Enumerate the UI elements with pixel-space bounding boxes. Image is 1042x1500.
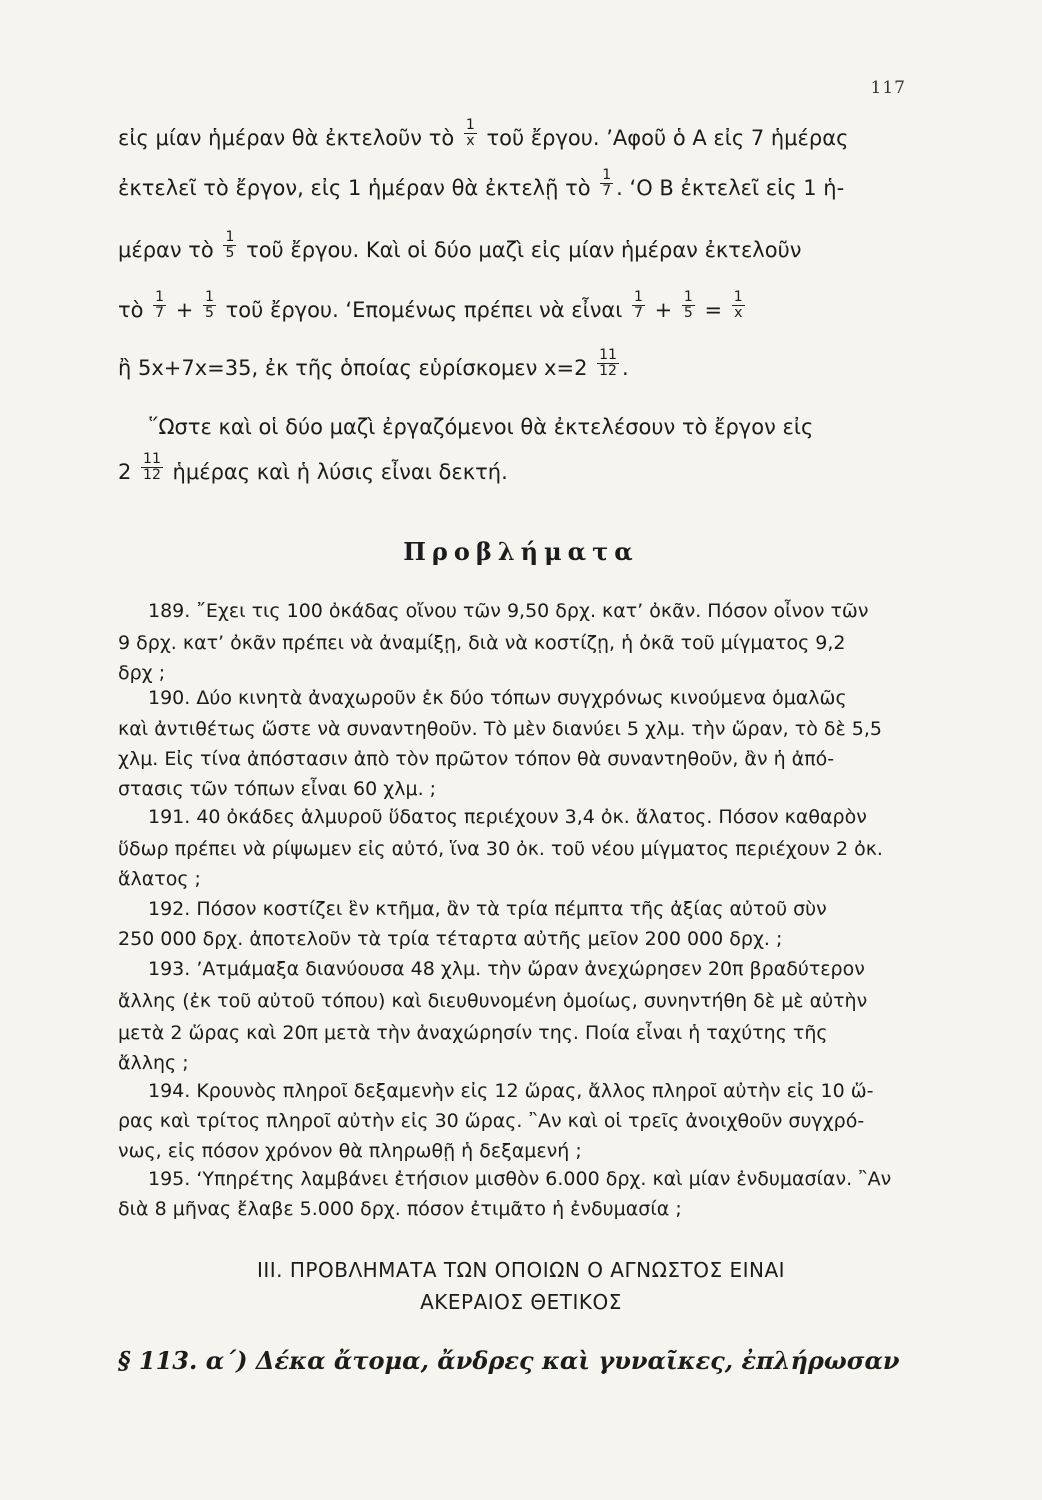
fraction-denominator: 7 [634,305,643,321]
text-line [118,117,904,153]
fraction-denominator: 5 [225,245,235,261]
problem-line: δρχ ; [118,662,166,684]
text-segment: τοῦ ἔργου. ’Αφοῦ ὁ Α εἰς 7 ἡμέρας [479,125,849,150]
section-subtitle: ΑΚΕΡΑΙΟΣ ΘΕΤΙΚΟΣ [420,1290,622,1314]
problem-line: 250 000 δρχ. ἀποτελοῦν τὰ τρία τέταρτα αὐτῆς μεῖον 200 000 δρχ. ; [118,928,783,950]
problem-line: μετὰ 2 ὥρας καὶ 20π μετὰ τὴν ἀναχώρησίν της. Ποία εἶναι ἡ ταχύτης τῆς [118,1022,828,1044]
fraction-numerator: 11 [599,347,617,363]
text-line [118,347,904,383]
fraction-denominator: 7 [155,305,165,321]
problem-line: στασις τῶν τόπων εἶναι 60 χλμ. ; [118,778,437,800]
section-title: ΙΙΙ. ΠΡΟΒΛΗΜΑΤΑ ΤΩΝ ΟΠΟΙΩΝ Ο ΑΓΝΩΣΤΟΣ ΕΙΝΑΙ [256,1258,786,1282]
fraction-denominator: 7 [602,183,612,199]
text-segment: τὸ [118,297,151,322]
text-segment: τοῦ ἔργου. ‘Επομένως πρέπει νὰ εἶναι [218,297,630,322]
problem-line: χλμ. Εἰς τίνα ἀπόστασιν ἀπὸ τὸν πρῶτον τόπον θὰ συναντηθοῦν, ἂν ἡ ἀπό- [118,748,835,770]
text-segment: εἰς μίαν ἡμέραν θὰ ἐκτελοῦν τὸ [118,125,461,150]
problem-line: νως, εἰς πόσον χρόνον θὰ πληρωθῇ ἡ δεξαμενή ; [118,1140,582,1162]
problems-heading: Προβλήματα [403,537,639,566]
fraction-denominator: 12 [143,467,161,483]
problem-line: καὶ ἀντιθέτως ὥστε νὰ συναντηθοῦν. Τὸ μὲν διανύει 5 χλμ. τὴν ὥραν, τὸ δὲ 5,5 [118,718,883,740]
fraction-denominator: x [734,305,743,321]
problem-line: ἄλλης (ἐκ τοῦ αὐτοῦ τόπου) καὶ διευθυνομένη ὁμοίως, συνηντήθη δὲ μὲ αὐτὴν [118,990,868,1012]
fraction-numerator: 1 [634,289,643,305]
fraction-numerator: 1 [155,289,165,305]
problem-line: 192. Πόσον κοστίζει ἓν κτῆμα, ἂν τὰ τρία πέμπτα τῆς ἀξίας αὐτοῦ σὺν [148,898,827,920]
problem-line: 189. ῎Εχει τις 100 ὀκάδας οἴνου τῶν 9,50 δρχ. κατ’ ὀκᾶν. Πόσον οἶνον τῶν [148,600,869,622]
fraction [597,348,619,379]
problem-line: διὰ 8 μῆνας ἔλαβε 5.000 δρχ. πόσον ἐτιμᾶτο ἡ ἐνδυμασία ; [118,1198,682,1220]
problem-line: ἅλατος ; [118,868,201,890]
fraction-denominator: 12 [599,363,617,379]
problem-line: 195. ‘Υπηρέτης λαμβάνει ἐτήσιον μισθὸν 6.000 δρχ. καὶ μίαν ἐνδυμασίαν. ῍Αν [148,1168,892,1190]
fraction [632,290,645,321]
text-line [118,289,904,325]
fraction-denominator: x [466,133,475,149]
fraction-numerator: 1 [602,167,612,183]
text-segment: . [621,355,629,380]
fraction-numerator: 1 [225,229,235,245]
fraction [682,290,695,321]
problem-line: 191. 40 ὀκάδες ἁλμυροῦ ὕδατος περιέχουν 3,4 ὀκ. ἅλατος. Πόσον καθαρὸν [148,806,867,828]
text-segment: ἐκτελεῖ τὸ ἔργον, εἰς 1 ἡμέραν θὰ ἐκτελῇ τὸ [118,175,598,200]
problem-line: ἄλλης ; [118,1052,189,1074]
fraction [153,290,166,321]
text-segment: ῞Ωστε καὶ οἱ δύο μαζὶ ἐργαζόμενοι θὰ ἐκτελέσουν τὸ ἔργον εἰς [148,415,814,439]
fraction [203,290,216,321]
fraction [732,290,745,321]
text-line [118,167,904,203]
fraction [600,168,613,199]
problem-line: 194. Κρουνὸς πληροῖ δεξαμενὴν εἰς 12 ὥρας, ἄλλος πληροῖ αὐτὴν εἰς 10 ὥ- [148,1080,874,1102]
text-segment: τοῦ ἔργου. Καὶ οἱ δύο μαζὶ εἰς μίαν ἡμέραν ἐκτελοῦν [239,237,802,262]
page-number: 117 [870,78,906,98]
equals-sign: = [697,297,729,322]
text-segment: μέραν τὸ [118,237,221,262]
fraction-numerator: 1 [733,289,743,305]
text-segment: ἡμέρας καὶ ἡ λύσις εἶναι δεκτή. [165,459,508,484]
problem-line: 193. ’Ατμάμαξα διανύουσα 48 χλμ. τὴν ὥραν ἀνεχώρησεν 20π βραδύτερον [148,958,865,980]
problem-line: ρας καὶ τρίτος πληροῖ αὐτὴν εἰς 30 ὥρας. ῍Αν καὶ οἱ τρεῖς ἀνοιχθοῦν συγχρό- [118,1110,865,1132]
plus-sign: + [169,297,201,322]
fraction-denominator: 5 [205,305,214,321]
fraction-numerator: 1 [465,117,475,133]
problem-line: 190. Δύο κινητὰ ἀναχωροῦν ἐκ δύο τόπων συγχρόνως κινούμενα ὁμαλῶς [148,687,847,709]
fraction [223,230,236,261]
problem-line: 9 δρχ. κατ’ ὀκᾶν πρέπει νὰ ἀναμίξῃ, διὰ νὰ κοστίζῃ, ἡ ὀκᾶ τοῦ μίγματος 9,2 [118,632,846,654]
fraction [464,118,477,149]
text-segment: ἢ 5x+7x=35, ἐκ τῆς ὁποίας εὑρίσκομεν x=2 [118,355,595,380]
plus-sign: + [647,297,679,322]
text-line [118,412,904,442]
fraction-numerator: 1 [683,289,693,305]
text-line [118,451,904,487]
section-113-line: § 113. α΄) Δέκα ἄτομα, ἄνδρες καὶ γυναῖκες, ἐπλήρωσαν [118,1346,900,1375]
text-segment: . ‘Ο Β ἐκτελεῖ εἰς 1 ἡ- [616,175,845,200]
fraction-numerator: 11 [143,451,161,467]
text-line [118,229,904,265]
fraction [141,452,163,483]
problem-line: ὕδωρ πρέπει νὰ ρίψωμεν εἰς αὐτό, ἵνα 30 ὀκ. τοῦ νέου μίγματος περιέχουν 2 ὀκ. [118,838,883,860]
fraction-numerator: 1 [205,289,214,305]
fraction-denominator: 5 [683,305,693,321]
text-segment: 2 [118,459,139,484]
